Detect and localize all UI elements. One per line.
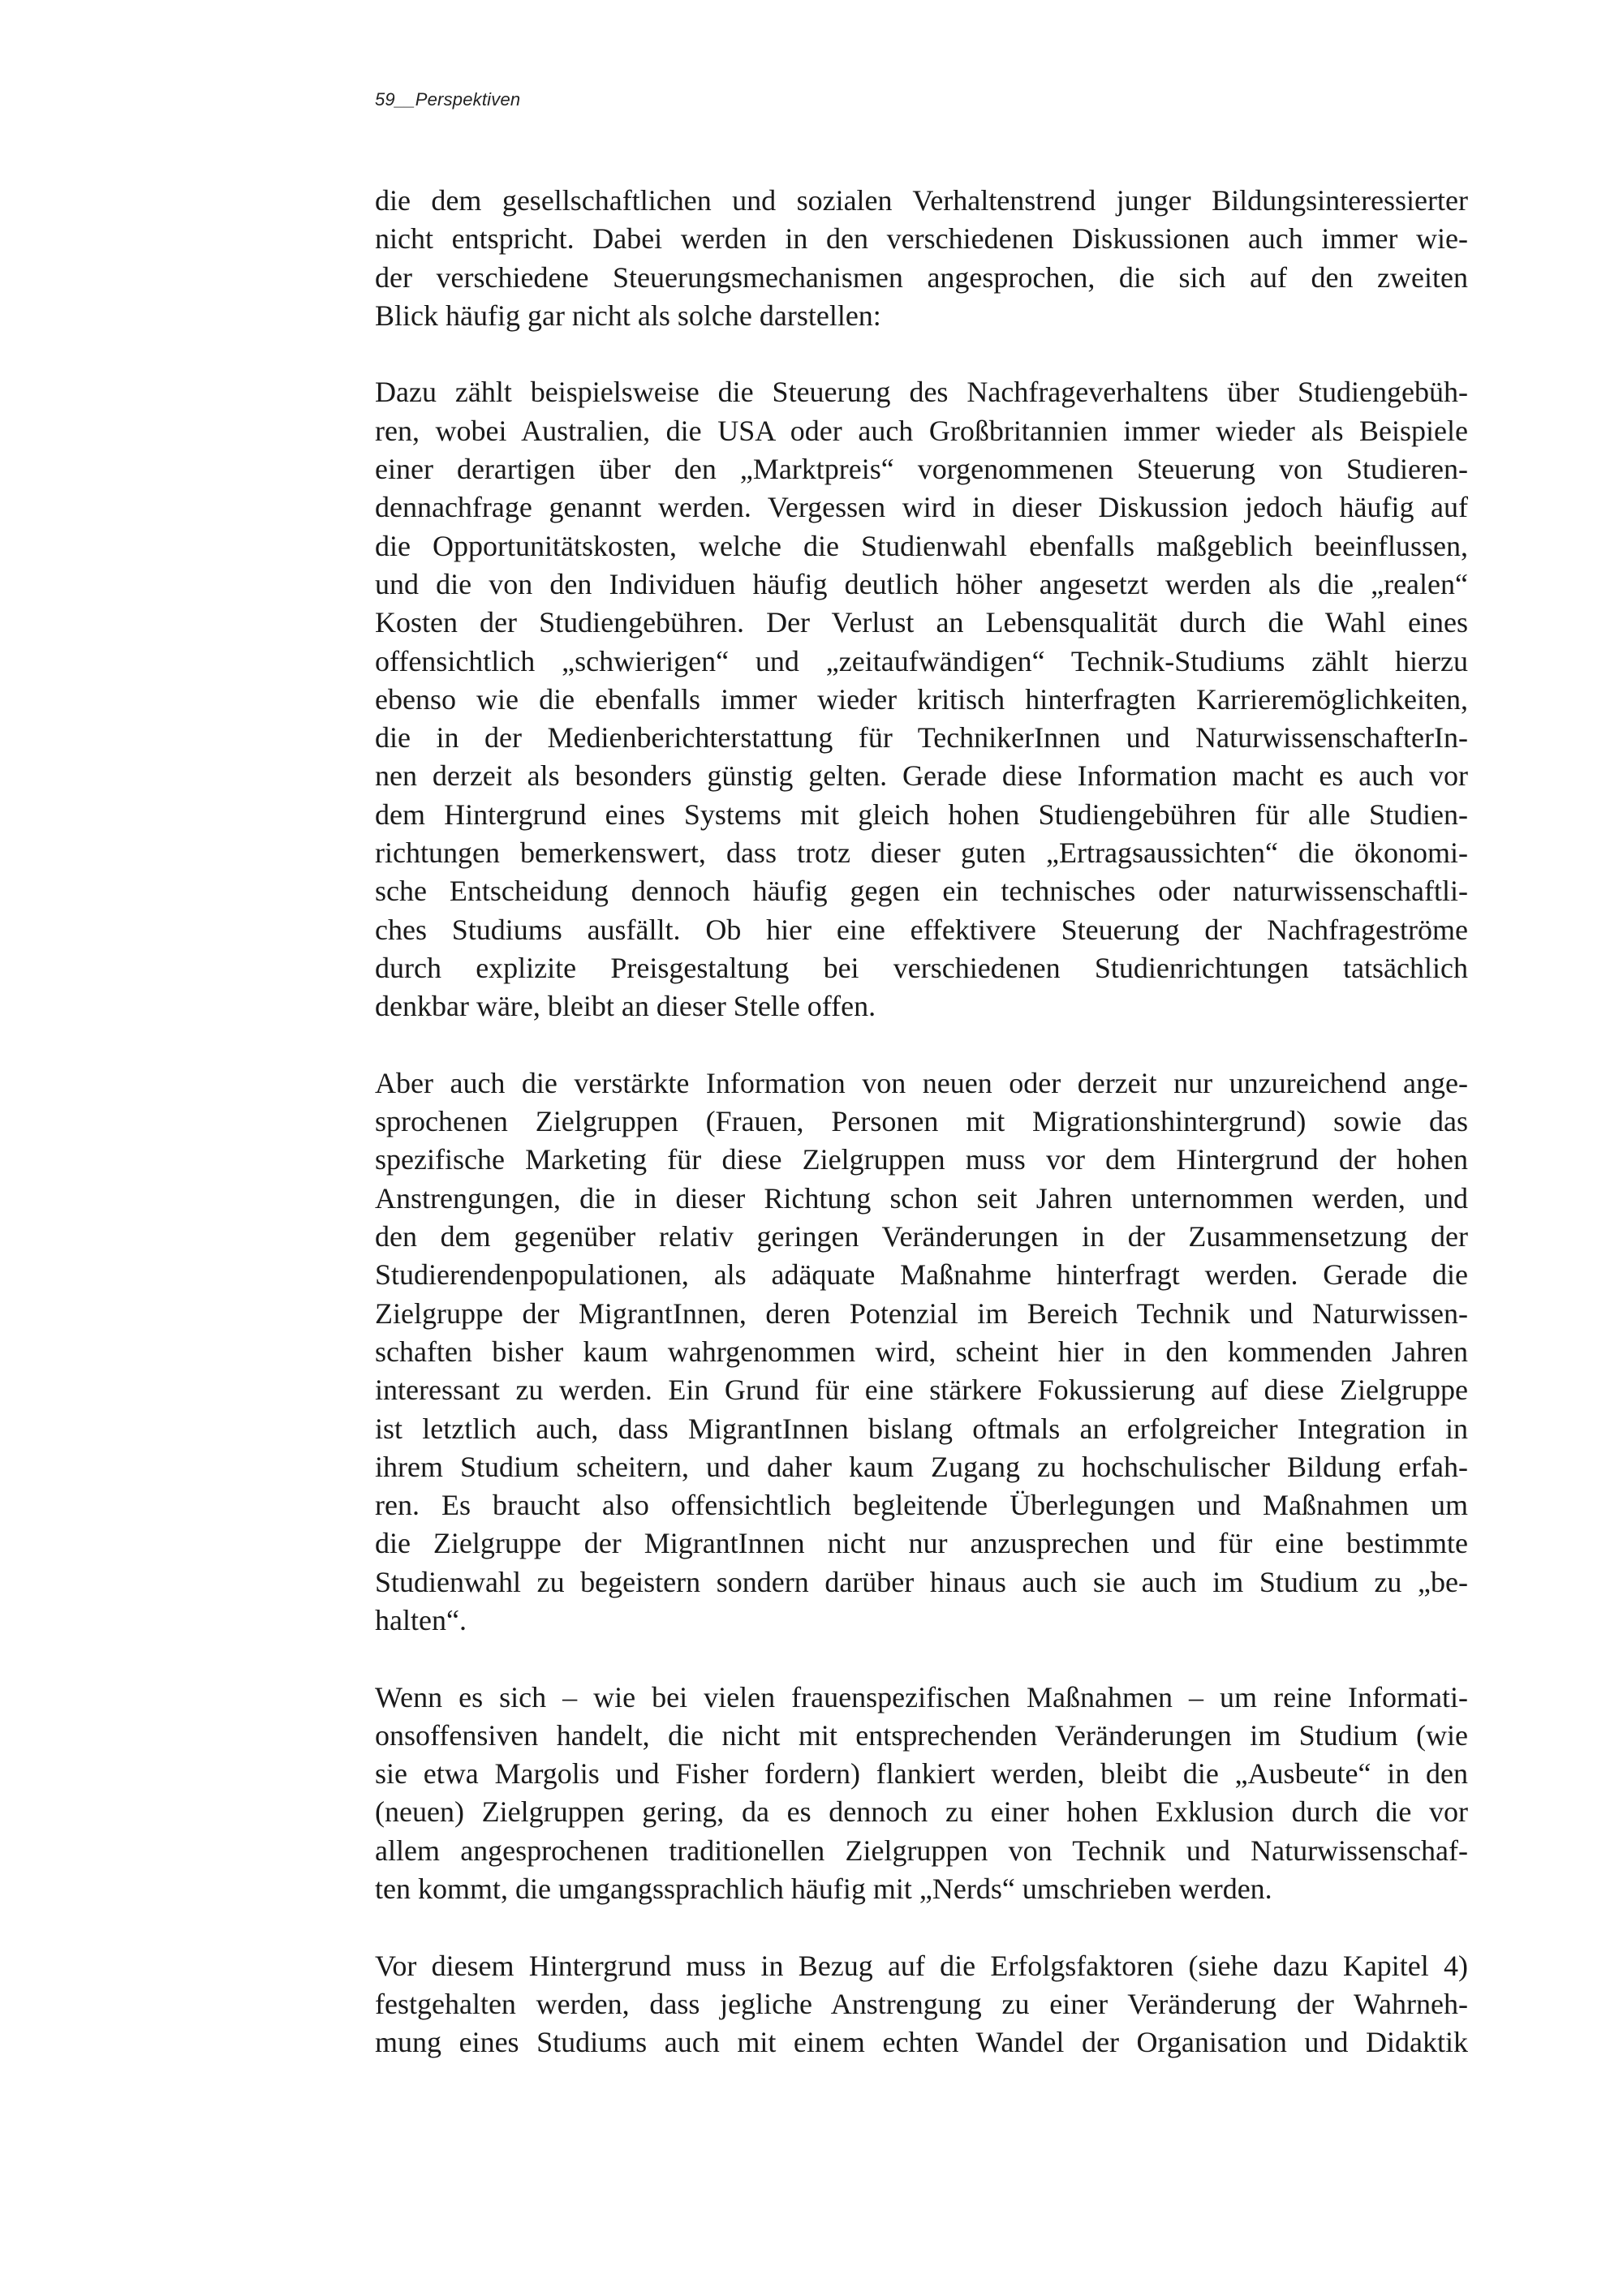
- text-line: die dem gesellschaftlichen und sozialen Verhaltenstrend junger Bildungsinteressierter: [375, 184, 1468, 217]
- text-line: den dem gegenüber relativ geringen Veränderungen in der Zusammensetzung der: [375, 1220, 1468, 1253]
- text-line: mung eines Studiums auch mit einem echten Wandel der Organisation und Didaktik: [375, 2026, 1468, 2059]
- text-line: durch explizite Preisgestaltung bei verschiedenen Studienrichtungen tatsächlich: [375, 951, 1468, 984]
- text-line: Vor diesem Hintergrund muss in Bezug auf die Erfolgsfaktoren (siehe dazu Kapitel 4): [375, 1949, 1468, 1982]
- text-line: offensichtlich „schwierigen“ und „zeitaufwändigen“ Technik-Studiums zählt hierzu: [375, 644, 1468, 677]
- text-line: Dazu zählt beispielsweise die Steuerung des Nachfrageverhaltens über Studiengebüh-: [375, 376, 1468, 409]
- text-line: halten“.: [375, 1603, 467, 1636]
- text-line: nen derzeit als besonders günstig gelten. Gerade diese Information macht es auch vor: [375, 759, 1468, 793]
- text-line: Studierendenpopulationen, als adäquate Maßnahme hinterfragt werden. Gerade die: [375, 1258, 1468, 1292]
- text-line: interessant zu werden. Ein Grund für eine stärkere Fokussierung auf diese Zielgruppe: [375, 1374, 1468, 1407]
- text-line: richtungen bemerkenswert, dass trotz dieser guten „Ertragsaussichten“ die ökonomi-: [375, 836, 1468, 870]
- paragraph-3: [375, 1064, 1468, 1640]
- text-line: Studienwahl zu begeistern sondern darüber hinaus auch sie auch im Studium zu „be-: [375, 1565, 1468, 1598]
- text-line: dem Hintergrund eines Systems mit gleich hohen Studiengebühren für alle Studien-: [375, 798, 1468, 831]
- text-line: die Opportunitätskosten, welche die Studienwahl ebenfalls maßgeblich beeinflussen,: [375, 529, 1468, 562]
- text-line: sie etwa Margolis und Fisher fordern) flankiert werden, bleibt die „Ausbeute“ in den: [375, 1757, 1468, 1791]
- paragraph-5: [375, 1947, 1468, 2062]
- text-line: spezifische Marketing für diese Zielgruppen muss vor dem Hintergrund der hohen: [375, 1143, 1468, 1176]
- text-line: ist letztlich auch, dass MigrantInnen bislang oftmals an erfolgreicher Integration in: [375, 1412, 1468, 1445]
- text-line: Anstrengungen, die in dieser Richtung schon seit Jahren unternommen werden, und: [375, 1181, 1468, 1215]
- paragraph-1: [375, 182, 1468, 335]
- text-line: festgehalten werden, dass jegliche Anstrengung zu einer Veränderung der Wahrneh-: [375, 1987, 1468, 2020]
- text-line: Zielgruppe der MigrantInnen, deren Potenzial im Bereich Technik und Naturwissen-: [375, 1296, 1468, 1330]
- text-line: ren, wobei Australien, die USA oder auch Großbritannien immer wieder als Beispiele: [375, 414, 1468, 447]
- text-line: ihrem Studium scheitern, und daher kaum Zugang zu hochschulischer Bildung erfah-: [375, 1450, 1468, 1483]
- text-line: schaften bisher kaum wahrgenommen wird, scheint hier in den kommenden Jahren: [375, 1335, 1468, 1368]
- text-line: sche Entscheidung dennoch häufig gegen ein technisches oder naturwissenschaftli-: [375, 875, 1468, 908]
- text-line: ebenso wie die ebenfalls immer wieder kritisch hinterfragten Karrieremöglichkeiten,: [375, 682, 1468, 716]
- text-line: Wenn es sich – wie bei vielen frauenspezifischen Maßnahmen – um reine Informati-: [375, 1680, 1468, 1713]
- text-line: die in der Medienberichterstattung für TechnikerInnen und NaturwissenschafterIn-: [375, 721, 1468, 755]
- body-text: [375, 182, 1468, 2100]
- text-line: ten kommt, die umgangssprachlich häufig mit „Nerds“ umschrieben werden.: [375, 1872, 1272, 1906]
- text-line: Blick häufig gar nicht als solche darstellen:: [375, 299, 881, 332]
- text-line: ches Studiums ausfällt. Ob hier eine effektivere Steuerung der Nachfrageströme: [375, 913, 1468, 946]
- text-line: Kosten der Studiengebühren. Der Verlust an Lebensqualität durch die Wahl eines: [375, 606, 1468, 639]
- text-line: denkbar wäre, bleibt an dieser Stelle offen.: [375, 990, 876, 1023]
- running-header: [375, 89, 520, 110]
- text-line: (neuen) Zielgruppen gering, da es dennoch zu einer hohen Exklusion durch die vor: [375, 1795, 1468, 1829]
- text-line: einer derartigen über den „Marktpreis“ vorgenommenen Steuerung von Studieren-: [375, 453, 1468, 486]
- text-line: die Zielgruppe der MigrantInnen nicht nur anzusprechen und für eine bestimmte: [375, 1527, 1468, 1560]
- paragraph-4: [375, 1679, 1468, 1909]
- section-title: Perspektiven: [415, 89, 521, 110]
- header-separator: __: [394, 89, 415, 110]
- text-line: Aber auch die verstärkte Information von neuen oder derzeit nur unzureichend ange-: [375, 1066, 1468, 1099]
- text-line: dennachfrage genannt werden. Vergessen wird in dieser Diskussion jedoch häufig auf: [375, 491, 1468, 524]
- text-line: allem angesprochenen traditionellen Zielgruppen von Technik und Naturwissenschaf-: [375, 1834, 1468, 1867]
- text-line: nicht entspricht. Dabei werden in den verschiedenen Diskussionen auch immer wie-: [375, 222, 1468, 256]
- text-line: und die von den Individuen häufig deutlich höher angesetzt werden als die „realen“: [375, 567, 1468, 600]
- page-number: 59: [375, 89, 395, 110]
- paragraph-2: [375, 373, 1468, 1025]
- text-line: onsoffensiven handelt, die nicht mit entsprechenden Veränderungen im Studium (wie: [375, 1718, 1468, 1752]
- text-line: der verschiedene Steuerungsmechanismen angesprochen, die sich auf den zweiten: [375, 260, 1468, 294]
- text-line: sprochenen Zielgruppen (Frauen, Personen mit Migrationshintergrund) sowie das: [375, 1105, 1468, 1138]
- text-line: ren. Es braucht also offensichtlich begleitende Überlegungen und Maßnahmen um: [375, 1489, 1468, 1522]
